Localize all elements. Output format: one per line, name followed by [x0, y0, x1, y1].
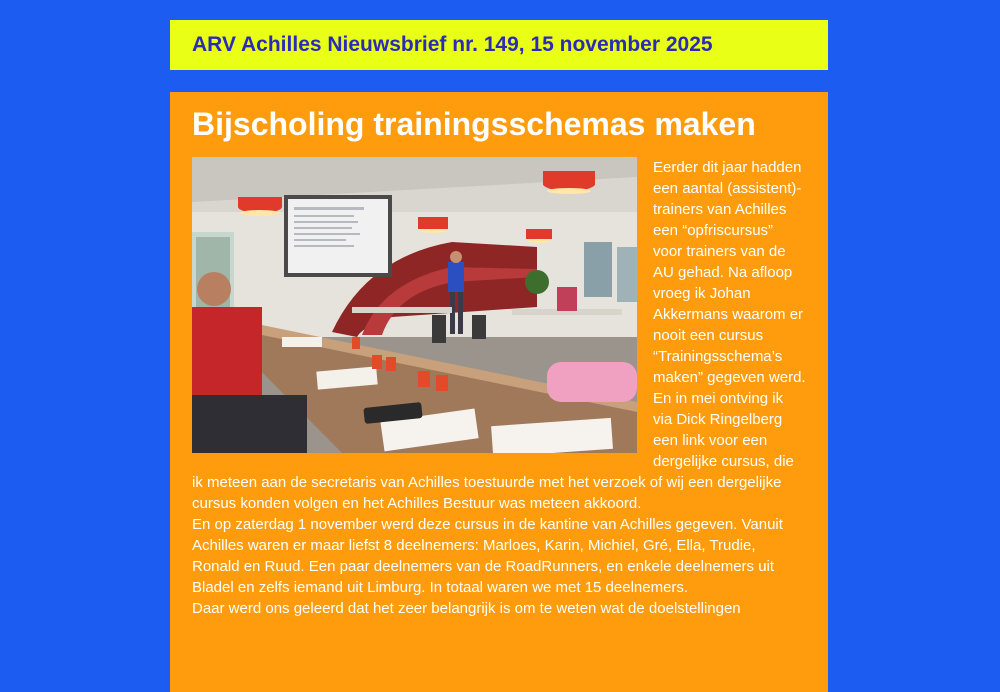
classroom-photo-icon: [192, 157, 637, 453]
article-photo: [192, 157, 637, 453]
article-title: Bijscholing trainingsschemas maken: [192, 106, 756, 142]
article-paragraph: Eerder dit jaar hadden een aantal (assistent)-trainers van Achilles een “opfriscursus” voor trainers van de AU gehad. Na afloop vroeg ik Johan Akkermans waarom er nooit een cursus “Trainingsschema’s maken” gegeven werd. En in mei ontving ik via Dick Ringelberg een link voor een dergelijke cursus, die ik meteen aan de secretaris van Achilles toestuurde met het verzoek of wij een dergelijke cursus konden volgen en het Achilles Bestuur was meteen akkoord.: [192, 159, 806, 512]
newsletter-header: [170, 20, 828, 70]
article-card: [170, 92, 828, 692]
article-paragraph: En op zaterdag 1 november werd deze cursus in de kantine van Achilles gegeven. Vanuit Achilles waren er maar liefst 8 deelnemers: Marloes, Karin, Michiel, Gré, Ella, Trudie, Ronald en Ruud. Een paar deelnemers van de RoadRunners, en enkele deelnemers uit Bladel en zelfs iemand uit Limburg. In totaal waren we met 15 deelnemers.: [192, 516, 783, 596]
newsletter-title: ARV Achilles Nieuwsbrief nr. 149, 15 november 2025: [192, 33, 713, 56]
article-paragraph: Daar werd ons geleerd dat het zeer belangrijk is om te weten wat de doelstellingen: [192, 600, 741, 617]
